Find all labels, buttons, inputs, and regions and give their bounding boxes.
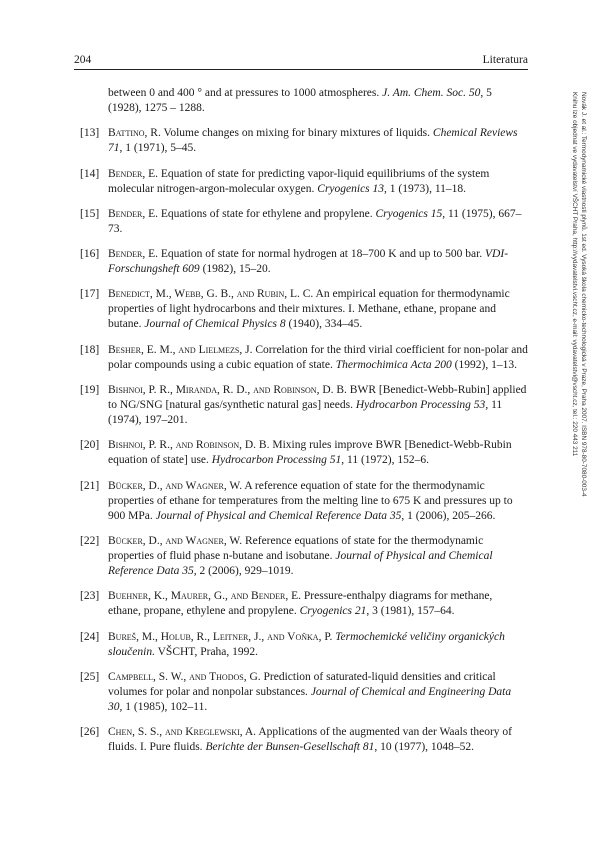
reference-number: [22] bbox=[80, 534, 100, 547]
reference-authors: Battino, R. bbox=[108, 127, 161, 140]
continuation-details: , 5 (1928), 1275 – 1288. bbox=[108, 87, 492, 114]
reference-item bbox=[80, 534, 528, 579]
reference-title: Prediction of saturated-liquid densities and critical volumes for polar and nonpolar substances. bbox=[108, 670, 496, 698]
reference-source: Cryogenics 13 bbox=[317, 182, 385, 195]
reference-number: [14] bbox=[80, 167, 100, 180]
reference-source: VDI-Forschungsheft 609 bbox=[108, 248, 509, 276]
reference-source: Cryogenics 15 bbox=[375, 207, 443, 220]
reference-details: , 1 (1971), 5–45. bbox=[119, 142, 197, 155]
reference-source: Journal of Physical and Chemical Reference Data 35 bbox=[108, 549, 493, 577]
reference-source: Hydrocarbon Processing 53 bbox=[355, 399, 486, 412]
reference-title: Equation of state for normal hydrogen at 18–700 K and up to 500 bar. bbox=[160, 248, 483, 261]
reference-details: (1940), 334–45. bbox=[285, 318, 363, 331]
reference-details: , 10 (1977), 1048–52. bbox=[374, 741, 475, 754]
reference-title: Reference equations of state for the thermodynamic properties of fluid phase n-butane and isobutane. bbox=[108, 534, 484, 562]
side-note bbox=[568, 92, 588, 792]
side-note-line-1: Novák J. et al.: Termodynamické vlastnosti plynů. 1st ed. Vysoká škola chemicko-technologická v Praze, Praha 2007. ISBN 978-80-7080-003-4 bbox=[580, 92, 587, 497]
reference-item bbox=[80, 630, 528, 660]
reference-authors: Campbell, S. W., and Thodos, G. bbox=[108, 670, 261, 683]
reference-authors: Benedict, M., Webb, G. B., and Rubin, L. C. bbox=[108, 288, 314, 301]
reference-source: Chemical Reviews 71 bbox=[108, 127, 518, 155]
reference-item bbox=[80, 670, 528, 715]
reference-number: [26] bbox=[80, 726, 100, 739]
reference-title: Equations of state for ethylene and propylene. bbox=[160, 207, 373, 220]
reference-authors: Buehner, K., Maurer, G., and Bender, E. bbox=[108, 590, 302, 603]
reference-title: An empirical equation for thermodynamic properties of light hydrocarbons and their mixtures. I. Methane, ethane, propane and butane. bbox=[108, 288, 510, 331]
reference-source: Journal of Chemical Physics 8 bbox=[144, 318, 286, 331]
reference-item bbox=[80, 126, 528, 156]
header-rule bbox=[74, 69, 528, 70]
reference-details: VŠCHT, Praha, 1992. bbox=[154, 645, 259, 658]
reference-details: , 1 (1973), 11–18. bbox=[384, 182, 467, 195]
continuation-text: between 0 and 400 ° and at pressures to 1000 atmospheres. bbox=[108, 87, 380, 99]
reference-title: Volume changes on mixing for binary mixtures of liquids. bbox=[163, 127, 431, 140]
reference-details: , 3 (1981), 157–64. bbox=[366, 605, 455, 618]
reference-title: Correlation for the third virial coefficient for non-polar and polar compounds using a cubic equation of state. bbox=[108, 343, 528, 371]
reference-details: , 1 (2006), 205–266. bbox=[401, 509, 496, 522]
reference-continuation bbox=[80, 86, 528, 116]
reference-number: [17] bbox=[80, 288, 100, 301]
reference-details: (1982), 15–20. bbox=[199, 263, 271, 276]
reference-details: , 2 (2006), 929–1019. bbox=[193, 564, 294, 577]
reference-source: Cryogenics 21 bbox=[299, 605, 367, 618]
reference-item bbox=[80, 383, 528, 428]
reference-number: [23] bbox=[80, 590, 100, 603]
reference-source: Thermochimica Acta 200 bbox=[335, 358, 452, 371]
reference-number: [21] bbox=[80, 479, 100, 492]
side-note-line-2: Knihu lze objednat ve vydavatelství VŠCHT Praha, http://vydavatelstvi.vscht.cz, e-mail: vydavatelstvi@vscht.cz, tel.: 220 443 211 bbox=[571, 92, 578, 457]
reference-item bbox=[80, 438, 528, 468]
continuation-journal: J. Am. Chem. Soc. 50 bbox=[382, 87, 481, 99]
reference-authors: Bureš, M., Holub, R., Leitner, J., and Voňka, P. bbox=[108, 630, 333, 643]
running-title: Literatura bbox=[482, 54, 528, 66]
reference-number: [16] bbox=[80, 248, 100, 261]
reference-source: Berichte der Bunsen-Gesellschaft 81 bbox=[205, 741, 375, 754]
reference-item bbox=[80, 479, 528, 524]
reference-details: , 1 (1985), 102–11. bbox=[119, 700, 208, 713]
reference-number: [25] bbox=[80, 670, 100, 683]
reference-authors: Bender, E. bbox=[108, 248, 158, 261]
reference-source: Journal of Physical and Chemical Reference Data 35 bbox=[155, 509, 402, 522]
reference-source: Hydrocarbon Processing 51 bbox=[211, 454, 342, 467]
reference-details: , 11 (1975), 667–73. bbox=[108, 207, 522, 235]
reference-authors: Bender, E. bbox=[108, 167, 158, 180]
page-header bbox=[74, 52, 528, 68]
reference-authors: Bücker, D., and Wagner, W. bbox=[108, 479, 243, 492]
reference-title: Applications of the augmented van der Waals theory of fluids. I. Pure fluids. bbox=[108, 726, 513, 754]
reference-number: [18] bbox=[80, 343, 100, 356]
reference-authors: Bücker, D., and Wagner, W. bbox=[108, 534, 243, 547]
reference-authors: Bishnoi, P. R., and Robinson, D. B. bbox=[108, 439, 270, 452]
reference-item bbox=[80, 725, 528, 755]
reference-authors: Bishnoi, P. R., Miranda, R. D., and Robinson, D. B. bbox=[108, 384, 347, 397]
reference-authors: Chen, S. S., and Kreglewski, A. bbox=[108, 726, 257, 739]
reference-title: Pressure-enthalpy diagrams for methane, ethane, propane, ethylene and propylene. bbox=[108, 590, 493, 618]
reference-item bbox=[80, 207, 528, 237]
reference-number: [19] bbox=[80, 384, 100, 397]
reference-number: [24] bbox=[80, 630, 100, 643]
reference-item bbox=[80, 247, 528, 277]
reference-title: A reference equation of state for the thermodynamic properties of ethane for temperatures from the melting line to 675 K and pressures up to 900 MPa. bbox=[108, 479, 513, 522]
reference-source: Journal of Chemical and Engineering Data 30 bbox=[108, 685, 512, 713]
reference-number: [20] bbox=[80, 439, 100, 452]
reference-title: Equation of state for predicting vapor-liquid equilibriums of the system molecular nitrogen-argon-molecular oxygen. bbox=[108, 167, 490, 195]
reference-details: (1992), 1–13. bbox=[451, 358, 517, 371]
reference-authors: Besher, E. M., and Lielmezs, J. bbox=[108, 343, 253, 356]
reference-title: Mixing rules improve BWR [Benedict-Webb-Rubin equation of state] use. bbox=[108, 439, 512, 467]
reference-number: [15] bbox=[80, 207, 100, 220]
reference-item bbox=[80, 287, 528, 332]
reference-item bbox=[80, 343, 528, 373]
reference-list bbox=[80, 86, 528, 765]
reference-source: Termochemické veličiny organických sloučenin. bbox=[108, 630, 505, 658]
reference-details: , 11 (1972), 152–6. bbox=[341, 454, 429, 467]
reference-number: [13] bbox=[80, 127, 100, 140]
page-number: 204 bbox=[74, 54, 92, 66]
reference-authors: Bender, E. bbox=[108, 207, 158, 220]
reference-title: BWR [Benedict-Webb-Rubin] applied to NG/SNG [natural gas/synthetic natural gas] needs. bbox=[108, 384, 527, 412]
reference-item bbox=[80, 167, 528, 197]
reference-details: , 11 (1974), 197–201. bbox=[108, 399, 503, 427]
reference-item bbox=[80, 589, 528, 619]
